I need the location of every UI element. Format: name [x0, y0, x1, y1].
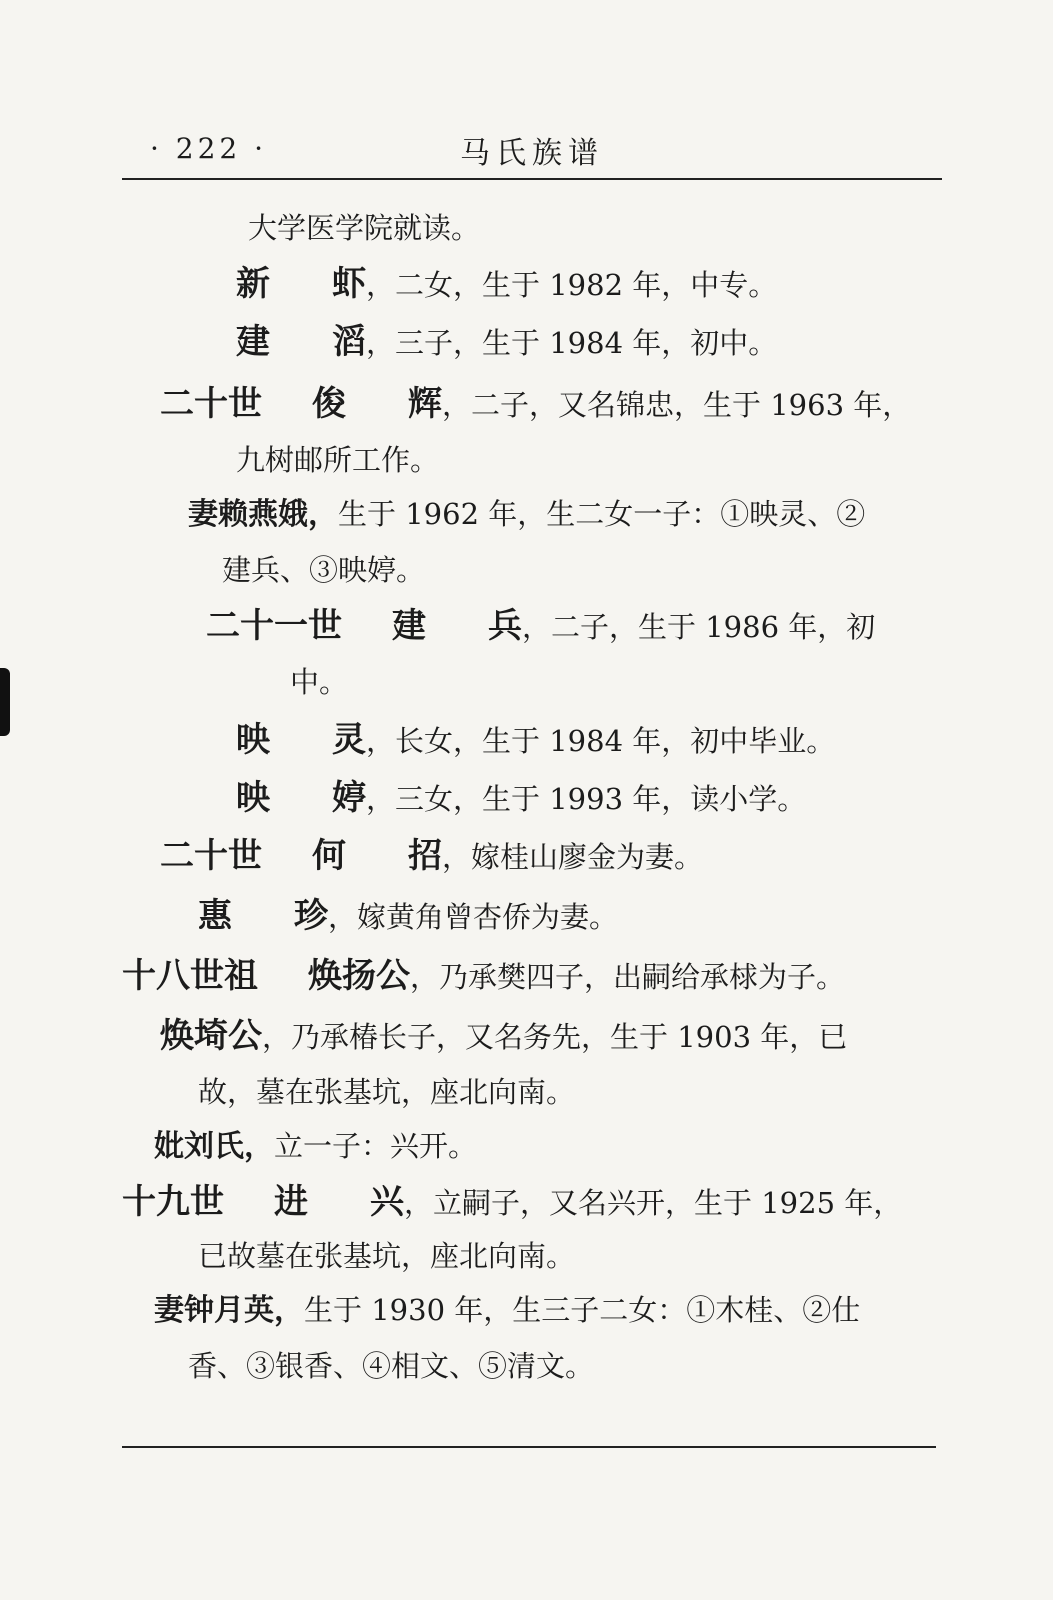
- entry-line: 二十世 俊 辉，二子，又名锦忠，生于 1963 年，: [160, 384, 912, 424]
- person-name: 建: [392, 606, 426, 646]
- entry-line: 十九世 进 兴，立嗣子，又名兴开，生于 1925 年，: [122, 1182, 903, 1222]
- person-name: 虾: [332, 264, 366, 304]
- entry-line: 新 虾，二女，生于 1982 年，中专。: [236, 264, 778, 304]
- person-name: 映: [236, 778, 270, 818]
- page-number: · 222 ·: [150, 132, 268, 165]
- generation-label: 二十一世: [206, 606, 342, 646]
- entry-line: 二十一世 建 兵，二子，生于 1986 年，初: [206, 606, 876, 646]
- entry-line: 惠 珍，嫁黄角曾杏侨为妻。: [198, 896, 619, 936]
- person-name: 焕扬公: [308, 956, 410, 996]
- person-name: 灵: [332, 720, 366, 760]
- text-line: 大学医学院就读。: [248, 211, 481, 245]
- entry-line: 建 滔，三子，生于 1984 年，初中。: [236, 322, 778, 362]
- person-name: 何: [312, 836, 346, 876]
- generation-label: 十九世: [122, 1182, 224, 1222]
- person-name: 惠: [198, 896, 232, 936]
- entry-line: 十八世祖 焕扬公，乃承樊四子，出嗣给承梂为子。: [122, 956, 846, 996]
- spouse-name: 妻赖燕娥，: [188, 497, 338, 532]
- generation-label: 二十世: [160, 384, 262, 424]
- continuation-line: 建兵、③映婷。: [222, 553, 426, 587]
- entry-line: 妣刘氏，立一子：兴开。: [154, 1129, 478, 1164]
- person-name: 建: [236, 322, 270, 362]
- person-name: 招: [408, 836, 442, 876]
- continuation-line: 九树邮所工作。: [236, 443, 440, 477]
- continuation-line: 中。: [290, 665, 349, 699]
- person-name: 俊: [312, 384, 346, 424]
- person-name: 滔: [332, 322, 366, 362]
- entry-line: 映 灵，长女，生于 1984 年，初中毕业。: [236, 720, 836, 760]
- entry-line: 妻钟月英，生于 1930 年，生三子二女：①木桂、②仕: [154, 1293, 861, 1328]
- header-rule: [122, 178, 942, 180]
- entry-line: 映 婷，三女，生于 1993 年，读小学。: [236, 778, 807, 818]
- generation-label: 十八世祖: [122, 956, 258, 996]
- footer-rule: [122, 1446, 936, 1448]
- person-name: 兵: [488, 606, 522, 646]
- continuation-line: 故，墓在张基坑，座北向南。: [198, 1075, 576, 1109]
- person-name: 婷: [332, 778, 366, 818]
- spouse-name: 妻钟月英，: [154, 1293, 304, 1328]
- person-name: 焕埼公: [160, 1016, 262, 1056]
- person-name: 映: [236, 720, 270, 760]
- entry-line: 焕埼公，乃承椿长子，又名务先，生于 1903 年，已: [160, 1016, 848, 1056]
- continuation-line: 香、③银香、④相文、⑤清文。: [188, 1349, 595, 1383]
- generation-label: 二十世: [160, 836, 262, 876]
- person-name: 兴: [370, 1182, 404, 1222]
- running-title: 马氏族谱: [460, 136, 604, 171]
- continuation-line: 已故墓在张基坑，座北向南。: [198, 1239, 576, 1273]
- person-name: 进: [274, 1182, 308, 1222]
- person-name: 辉: [408, 384, 442, 424]
- entry-line: 妻赖燕娥，生于 1962 年，生二女一子：①映灵、②: [188, 497, 866, 532]
- spouse-name: 妣刘氏，: [154, 1129, 274, 1164]
- entry-line: 二十世 何 招，嫁桂山廖金为妻。: [160, 836, 704, 876]
- scan-edge-mark: [0, 668, 10, 736]
- person-name: 新: [236, 264, 270, 304]
- person-name: 珍: [294, 896, 328, 936]
